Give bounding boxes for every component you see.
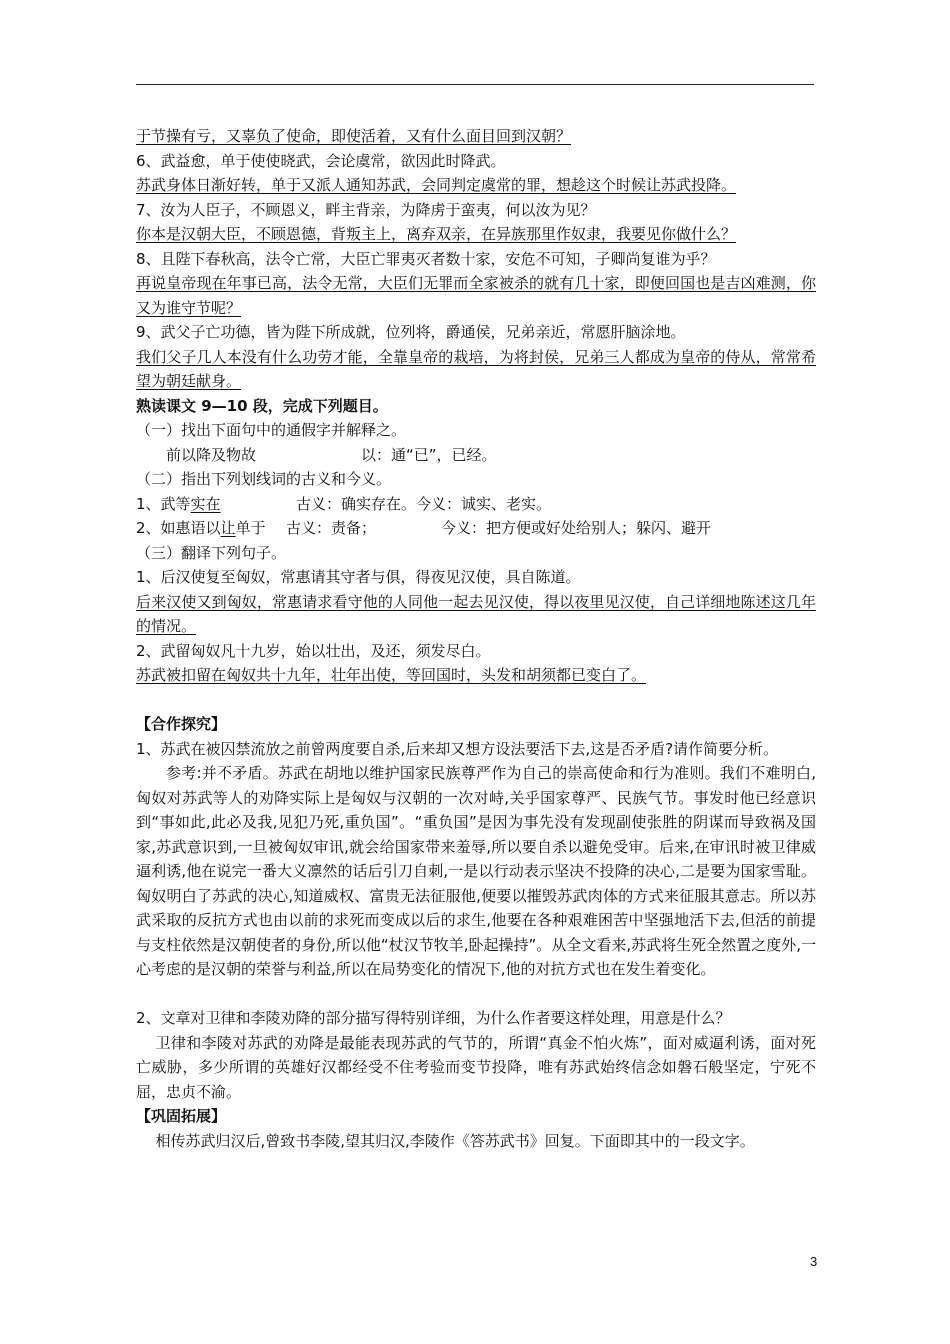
tongjia-answer: 以：通“已”，已经。 — [361, 445, 497, 464]
translation-9: 我们父子几人本没有什么功劳才能，全靠皇帝的栽培，为将封侯，兄弟三人都成为皇帝的侍从，常常希望为朝廷献身。 — [136, 347, 816, 390]
subsection-1-heading: （一）找出下面句中的通假字并解释之。 — [136, 421, 407, 439]
word-meaning-item-2 — [136, 516, 816, 541]
word-sentence-prefix: 2、如惠语以 — [136, 519, 221, 537]
word-sentence-suffix: 单于 — [235, 519, 266, 537]
answer-2: 卫律和李陵对苏武的劝降是最能表现苏武的气节的，所谓“真金不怕火炼”，面对威逼利诱，面对死亡威胁，多少所谓的英雄好汉都经受不住考验而变节投降，唯有苏武始终信念如磐石般坚定，宁死不屈，忠贞不渝。 — [136, 1033, 816, 1101]
extension-paragraph: 相传苏武归汉后,曾致书李陵,望其归汉,李陵作《答苏武书》回复。下面即其中的一段文字。 — [155, 1131, 755, 1150]
translate-sentence-2: 2、武留匈奴凡十九岁，始以壮出，及还，须发尽白。 — [136, 641, 491, 660]
header-rule — [136, 84, 814, 85]
underlined-word: 让 — [220, 519, 236, 537]
translation-8: 再说皇帝现在年事已高，法令无常，大臣们无罪而全家被杀的就有几十家，即便回国也是吉凶难测，你又为谁守节呢？ — [136, 274, 816, 317]
exercise-sentence-7: 7、汝为人臣子，不顾恩义，畔主背亲，为降虏于蛮夷，何以汝为见？ — [136, 200, 596, 219]
translation-answer-1: 后来汉使又到匈奴，常惠请求看守他的人同他一起去见汉使，得以夜里见汉使，自己详细地陈述这几年的情况。 — [136, 592, 816, 635]
exercise-sentence-9: 9、武父子亡功德，皆为陛下所成就，位列将，爵通侯，兄弟亲近，常愿肝脑涂地。 — [136, 323, 686, 341]
word-meaning-item-1 — [136, 492, 816, 517]
exercise-sentence-8: 8、且陛下春秋高，法令亡常，大臣亡罪夷灭者数十家，安危不可知，子卿尚复谁为乎？ — [136, 249, 716, 268]
exercise-sentence-6: 6、武益愈，单于使使晓武，会论虞常，欲因此时降武。 — [136, 151, 506, 170]
section-heading-reading: 熟读课文 9—10 段，完成下列题目。 — [136, 396, 388, 415]
translation-answer-2: 苏武被扣留在匈奴共十九年，壮年出使，等回国时，头发和胡须都已变白了。 — [136, 666, 647, 684]
underlined-word: 实在 — [190, 494, 221, 513]
question-2: 2、文章对卫律和李陵劝降的部分描写得特别详细，为什么作者要这样处理，用意是什么？ — [136, 1009, 731, 1027]
section-heading-cooperation: 【合作探究】 — [136, 715, 227, 733]
subsection-3-heading: （三）翻译下列句子。 — [136, 543, 287, 562]
translation-7: 你本是汉朝大臣，不顾恩德，背叛主上，离弃双亲，在异族那里作奴隶，我要见你做什么？ — [136, 225, 737, 243]
page-number: 3 — [810, 1254, 818, 1269]
page-content — [136, 124, 816, 1153]
tongjia-item — [136, 443, 816, 468]
question-1: 1、苏武在被囚禁流放之前曾两度要自杀,后来却又想方设法要活下去,这是否矛盾?请作简要分析。 — [136, 739, 779, 758]
ancient-meaning: 古义：责备； — [286, 519, 377, 537]
word-sentence-prefix: 1、武等 — [136, 494, 191, 513]
answer-1: 参考:并不矛盾。苏武在胡地以维护国家民族尊严作为自己的崇高使命和行为准则。我们不难明白,匈奴对苏武等人的劝降实际上是匈奴与汉朝的一次对峙,关乎国家尊严、民族气节。事发时他已经意识到“事如此,此必及我,见犯乃死,重负国”。“重负国”是因为事先没有发现副使张胜的阴谋而导致祸及国家,苏武意识到,一旦被匈奴审讯,就会给国家带来羞辱,所以要自杀以避免受审。后来,在审讯时被卫律威逼利诱,他在说完一番大义凛然的话后引刀自刺,一是以行动表示坚决不投降的决心,二是要为国家雪耻。匈奴明白了苏武的决心,知道威权、富贵无法征服他,便要以摧毁苏武肉体的方式来征服其意志。所以苏武采取的反抗方式也由以前的求死而变成以后的求生,他要在各种艰难困苦中坚强地活下去,但活的前提与支柱依然是汉朝使者的身份,所以他“杖汉节牧羊,卧起操持”。从全文看来,苏武将生死全然置之度外,一心考虑的是汉朝的荣誉与利益,所以在局势变化的情况下,他的对抗方式也在发生着变化。 — [136, 764, 816, 978]
translation-line: 于节操有亏，又辜负了使命，即使活着，又有什么面目回到汉朝？ — [136, 127, 572, 145]
word-meaning: 古义：确实存在。今义：诚实、老实。 — [296, 494, 552, 513]
section-heading-extension: 【巩固拓展】 — [136, 1107, 227, 1125]
subsection-2-heading: （二）指出下列划线词的古义和今义。 — [136, 470, 392, 488]
modern-meaning: 今义：把方便或好处给别人；躲闪、避开 — [441, 519, 712, 537]
tongjia-sentence: 前以降及物故 — [166, 445, 257, 464]
translate-sentence-1: 1、后汉使复至匈奴，常惠请其守者与俱，得夜见汉使，具自陈道。 — [136, 568, 581, 586]
translation-6: 苏武身体日渐好转，单于又派人通知苏武，会同判定虞常的罪，想趁这个时候让苏武投降。 — [136, 176, 737, 194]
